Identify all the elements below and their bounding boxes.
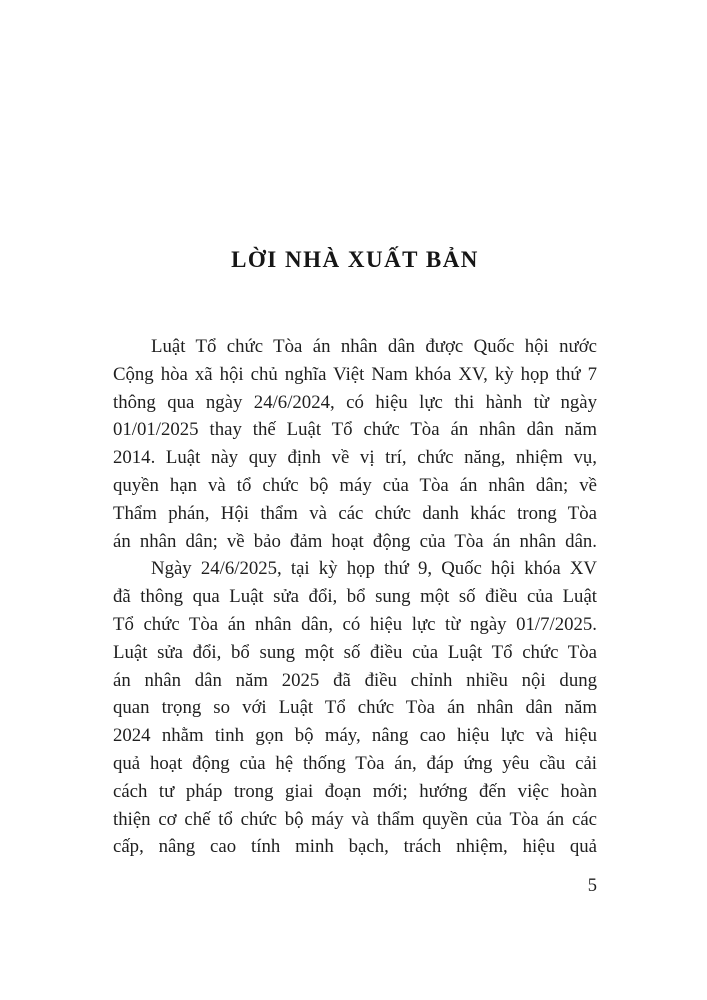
text-line: Luật sửa đổi, bổ sung một số điều của Luật Tổ chức Tòa bbox=[113, 641, 597, 663]
text-line: Cộng hòa xã hội chủ nghĩa Việt Nam khóa XV, kỳ họp thứ 7 bbox=[113, 363, 597, 385]
text-line: quyền hạn và tổ chức bộ máy của Tòa án nhân dân; về bbox=[113, 474, 597, 496]
text-line: 2024 nhằm tinh gọn bộ máy, nâng cao hiệu lực và hiệu bbox=[113, 725, 597, 747]
text-line: cấp, nâng cao tính minh bạch, trách nhiệm, hiệu quả bbox=[113, 836, 597, 858]
text-line: 01/01/2025 thay thế Luật Tổ chức Tòa án nhân dân năm bbox=[113, 419, 597, 441]
text-line: Thẩm phán, Hội thẩm và các chức danh khác trong Tòa bbox=[113, 502, 597, 524]
page-number: 5 bbox=[587, 876, 597, 896]
text-line: thiện cơ chế tổ chức bộ máy và thẩm quyền của Tòa án các bbox=[113, 808, 597, 830]
page-title: LỜI NHÀ XUẤT BẢN bbox=[231, 247, 479, 272]
text-line: 2014. Luật này quy định về vị trí, chức năng, nhiệm vụ, bbox=[113, 447, 597, 469]
text-line: Ngày 24/6/2025, tại kỳ họp thứ 9, Quốc hội khóa XV bbox=[151, 558, 597, 580]
text-line: quan trọng so với Luật Tổ chức Tòa án nhân dân năm bbox=[113, 697, 597, 719]
text-line: Luật Tổ chức Tòa án nhân dân được Quốc hội nước bbox=[151, 336, 597, 357]
text-line: Tổ chức Tòa án nhân dân, có hiệu lực từ ngày 01/7/2025. bbox=[113, 613, 597, 635]
text-line: cách tư pháp trong giai đoạn mới; hướng đến việc hoàn bbox=[113, 780, 597, 802]
text-line: án nhân dân năm 2025 đã điều chỉnh nhiều nội dung bbox=[113, 669, 597, 691]
text-line: thông qua ngày 24/6/2024, có hiệu lực thi hành từ ngày bbox=[113, 391, 597, 413]
page-body bbox=[113, 333, 597, 861]
text-line: quả hoạt động của hệ thống Tòa án, đáp ứng yêu cầu cải bbox=[113, 752, 597, 774]
text-line: án nhân dân; về bảo đảm hoạt động của Tòa án nhân dân. bbox=[113, 530, 597, 552]
text-line: đã thông qua Luật sửa đổi, bổ sung một số điều của Luật bbox=[113, 586, 597, 608]
